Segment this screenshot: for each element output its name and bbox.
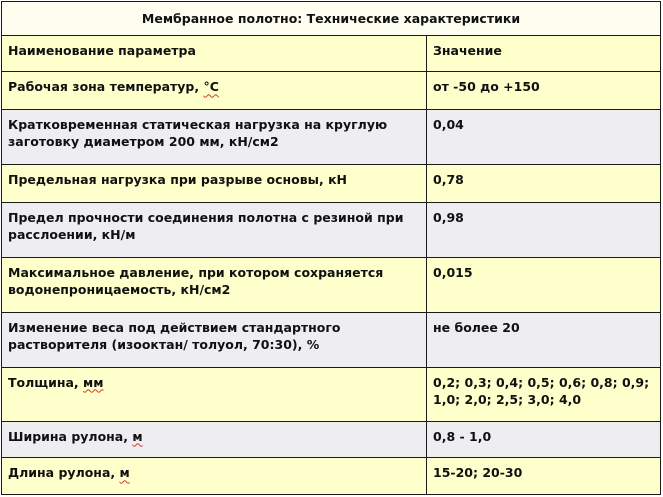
value-text: 0,8 - 1,0 [433,428,492,444]
param-cell [2,164,427,202]
table-row [2,367,661,421]
table-title-row [2,2,661,36]
header-param: Наименование параметра [8,42,196,58]
table-row [2,72,661,110]
value-cell [427,257,661,312]
value-text: от -50 до +150 [433,79,540,95]
table-row [2,312,661,367]
value-cell [427,312,661,367]
header-param-cell [2,35,427,72]
param-cell [2,458,427,495]
value-text: 0,78 [433,171,464,187]
value-cell [427,458,661,495]
param-cell [2,109,427,164]
table-row [2,109,661,164]
param-text: Ширина рулона, [8,428,133,444]
param-unit: °С [203,79,219,95]
param-text: Предел прочности соединения полотна с резиной при расслоении, кН/м [8,209,404,242]
table-header-row [2,35,661,72]
value-text: 0,015 [433,264,473,280]
param-cell [2,257,427,312]
param-text: Длина рулона, [8,465,120,481]
value-text: 0,04 [433,116,464,132]
value-text: 0,98 [433,209,464,225]
value-cell [427,421,661,458]
header-value: Значение [433,42,502,58]
spec-table [1,1,661,495]
param-unit: м [119,465,130,481]
value-cell [427,164,661,202]
value-cell [427,367,661,421]
param-cell [2,72,427,110]
table-row [2,421,661,458]
param-text: Предельная нагрузка при разрыве основы, кН [8,171,348,187]
table-row [2,257,661,312]
param-text: Толщина, [8,374,84,390]
value-text: 15-20; 20-30 [433,465,523,481]
param-unit: м [132,428,143,444]
value-cell [427,109,661,164]
table-row [2,202,661,257]
table-row [2,458,661,495]
header-value-cell [427,35,661,72]
value-cell [427,72,661,110]
table-title: Мембранное полотно: Технические характеристики [141,10,521,26]
param-cell [2,312,427,367]
value-cell [427,202,661,257]
param-cell [2,421,427,458]
table-title-cell [2,2,661,36]
param-text: Рабочая зона температур, [8,79,204,95]
param-cell [2,202,427,257]
param-text: Максимальное давление, при котором сохраняется водонепроницаемость, кН/см2 [8,264,384,297]
value-text: не более 20 [433,319,520,335]
param-text: Кратковременная статическая нагрузка на круглую заготовку диаметром 200 мм, кН/см2 [8,116,388,149]
table-row [2,164,661,202]
param-unit: мм [83,374,104,390]
param-text: Изменение веса под действием стандартного растворителя (изооктан/ толуол, 70:30), % [8,319,341,352]
param-cell [2,367,427,421]
value-text: 0,2; 0,3; 0,4; 0,5; 0,6; 0,8; 0,9; 1,0; 2,0; 2,5; 3,0; 4,0 [433,374,650,407]
